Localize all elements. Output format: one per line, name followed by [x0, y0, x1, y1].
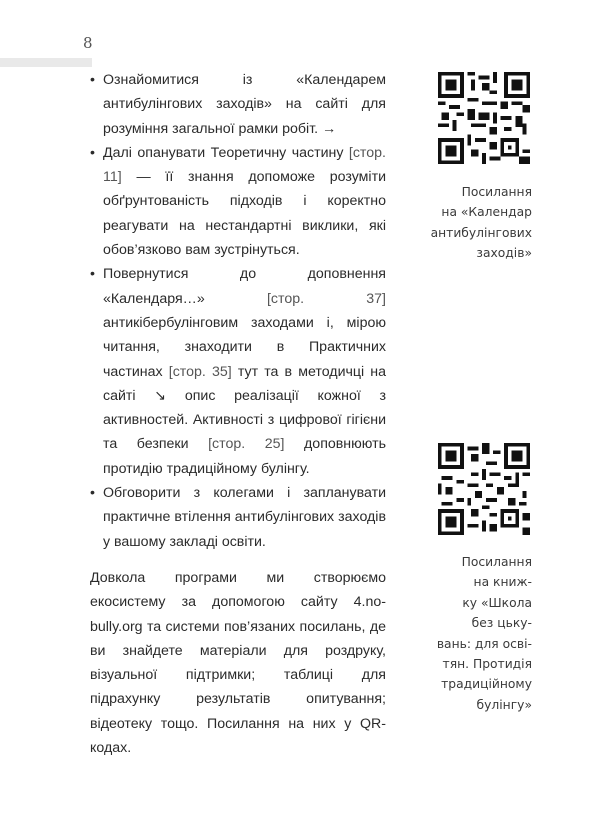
list-item [90, 262, 386, 481]
list-item-text: Обговорити з колегами і запланувати практичне втілення антибулінгових заходів у вашому закладі освіти. [103, 485, 386, 550]
steps-list [90, 68, 386, 554]
qr-code-calendar[interactable] [438, 72, 530, 164]
caption-line: тян. Протидія [442, 657, 532, 672]
list-item-text: антикібербулінговим заходами і, мірою читання, знаходити в Практичних частинах [103, 314, 386, 380]
caption-line: антибулінгових [430, 225, 532, 240]
list-item-text: Далі опанувати Теоретичну частину [103, 144, 349, 161]
caption-line: без цьку- [471, 616, 532, 631]
list-item-text: доповнюють протидію традиційному булінгу. [103, 436, 386, 477]
page-reference: [стор. 37] [266, 290, 387, 307]
qr-code-book[interactable] [438, 443, 530, 535]
caption-line: Посилання [461, 555, 532, 569]
caption-line: традиційному [441, 677, 532, 692]
qr-caption-calendar [412, 182, 532, 264]
page-reference: [стор. 35] [168, 363, 232, 380]
qr-caption-book [432, 552, 532, 715]
list-item [90, 481, 386, 554]
caption-line: Посилання [461, 185, 532, 199]
list-item-text: тут та в методичці на сайті ↘ опис реалізації кожної з активностей. Активності з цифрової гігієни та безпеки [103, 363, 387, 453]
caption-line: вань: для осві- [436, 636, 532, 651]
caption-line: булінгу» [476, 697, 532, 712]
list-item-text: Ознайомитися із «Календарем антибулінгових заходів» на сайті для розуміння загальної рамки робіт. → [103, 72, 386, 137]
qr-code-icon [438, 443, 530, 535]
page-reference: [стор. 25] [208, 436, 285, 453]
page-number: 8 [83, 34, 93, 52]
caption-line: на книж- [473, 575, 532, 590]
list-item-text: — її знання допоможе розуміти обґрунтованість підходів і коректно реагувати на нестандартні виклики, які обов’язково вам зустрінуться. [103, 169, 386, 259]
main-column [90, 68, 386, 775]
list-item-text: Повернутися до доповнення «Календаря…» [103, 266, 386, 307]
qr-code-icon [438, 72, 530, 164]
top-rule [0, 58, 92, 67]
page-reference: [стор. 11] [103, 144, 386, 186]
ecosystem-paragraph: Довкола програми ми створюємо екосистему за допомогою сайту 4.no-bully.org та системи пов’язаних посилань, де ви знайдете матеріали для роздруку, візуальної підтримки; таблиці для підрахунку результатів опитування; відеотеку тощо. Посилання на них у QR-кодах. [90, 569, 386, 757]
caption-line: заходів» [476, 246, 532, 261]
list-item [90, 141, 386, 262]
list-item [90, 68, 386, 141]
caption-line: на «Календар [441, 205, 532, 220]
caption-line: ку «Школа [462, 595, 532, 610]
